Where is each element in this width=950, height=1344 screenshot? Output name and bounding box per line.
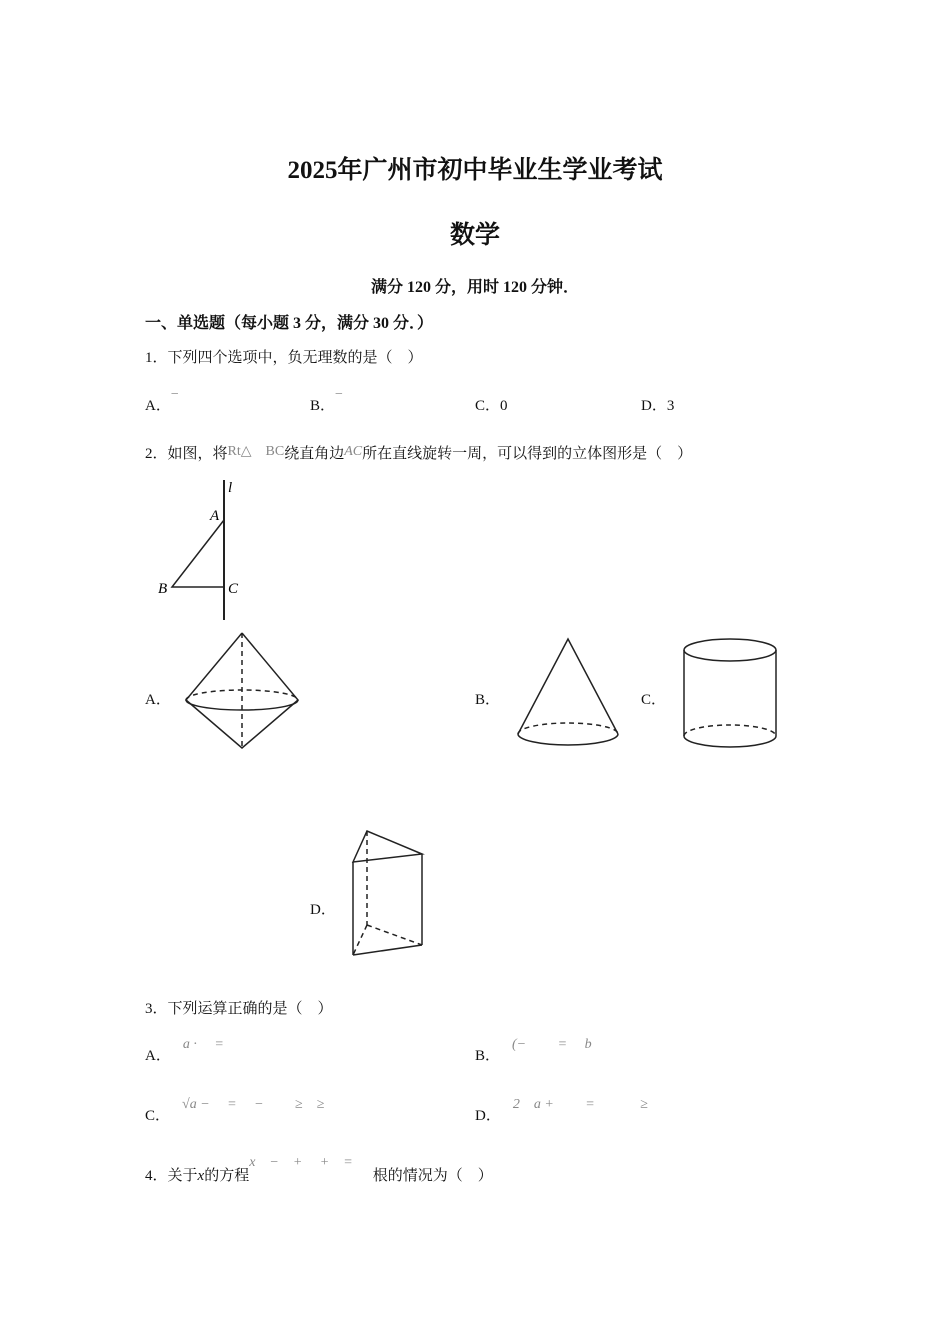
q2-option-a: A． — [145, 692, 171, 708]
section-heading: 一、单选题（每小题 3 分，满分 30 分．） — [145, 315, 434, 332]
cylinder-figure — [678, 632, 782, 752]
exam-info: 满分 120 分，用时 120 分钟． — [370, 279, 579, 296]
q2-stem: 2．如图，将Rt△ BC绕直角边AC所在直线旋转一周，可以得到的立体图形是（ ） — [145, 444, 693, 462]
q1-stem: 1．下列四个选项中，负无理数的是（ ） — [145, 350, 423, 366]
double-cone-figure — [180, 628, 305, 753]
label-c: C — [228, 581, 239, 597]
label-l: l — [228, 480, 233, 496]
q3-option-b: B．(− = b — [475, 1037, 592, 1064]
q3-option-d: D．2 a + = ≥ — [475, 1097, 648, 1124]
subject-title: 数学 — [449, 222, 500, 249]
q1-option-d: D．3 — [641, 398, 675, 414]
q2-option-b: B． — [475, 692, 501, 708]
q1-option-b: B．− — [310, 387, 343, 414]
q2-option-c: C． — [641, 692, 667, 708]
triangle-figure — [150, 475, 260, 625]
q1-option-c: C．0 — [475, 398, 508, 414]
exam-title: 2025年广州市初中毕业生学业考试 — [287, 157, 663, 184]
q4-stem: 4．关于x的方程x − + + =根的情况为（ ） — [145, 1155, 493, 1184]
q3-option-a: A．a · = — [145, 1037, 224, 1064]
q3-option-c: C．√a − = − ≥ ≥ — [145, 1097, 325, 1124]
triangular-prism-figure — [345, 825, 430, 960]
label-b: B — [158, 581, 168, 597]
label-a: A — [210, 508, 220, 524]
cone-figure — [512, 634, 624, 752]
q1-option-a: A．− — [145, 387, 179, 414]
q3-stem: 3．下列运算正确的是（ ） — [145, 1001, 333, 1017]
q2-option-d: D． — [310, 902, 336, 918]
